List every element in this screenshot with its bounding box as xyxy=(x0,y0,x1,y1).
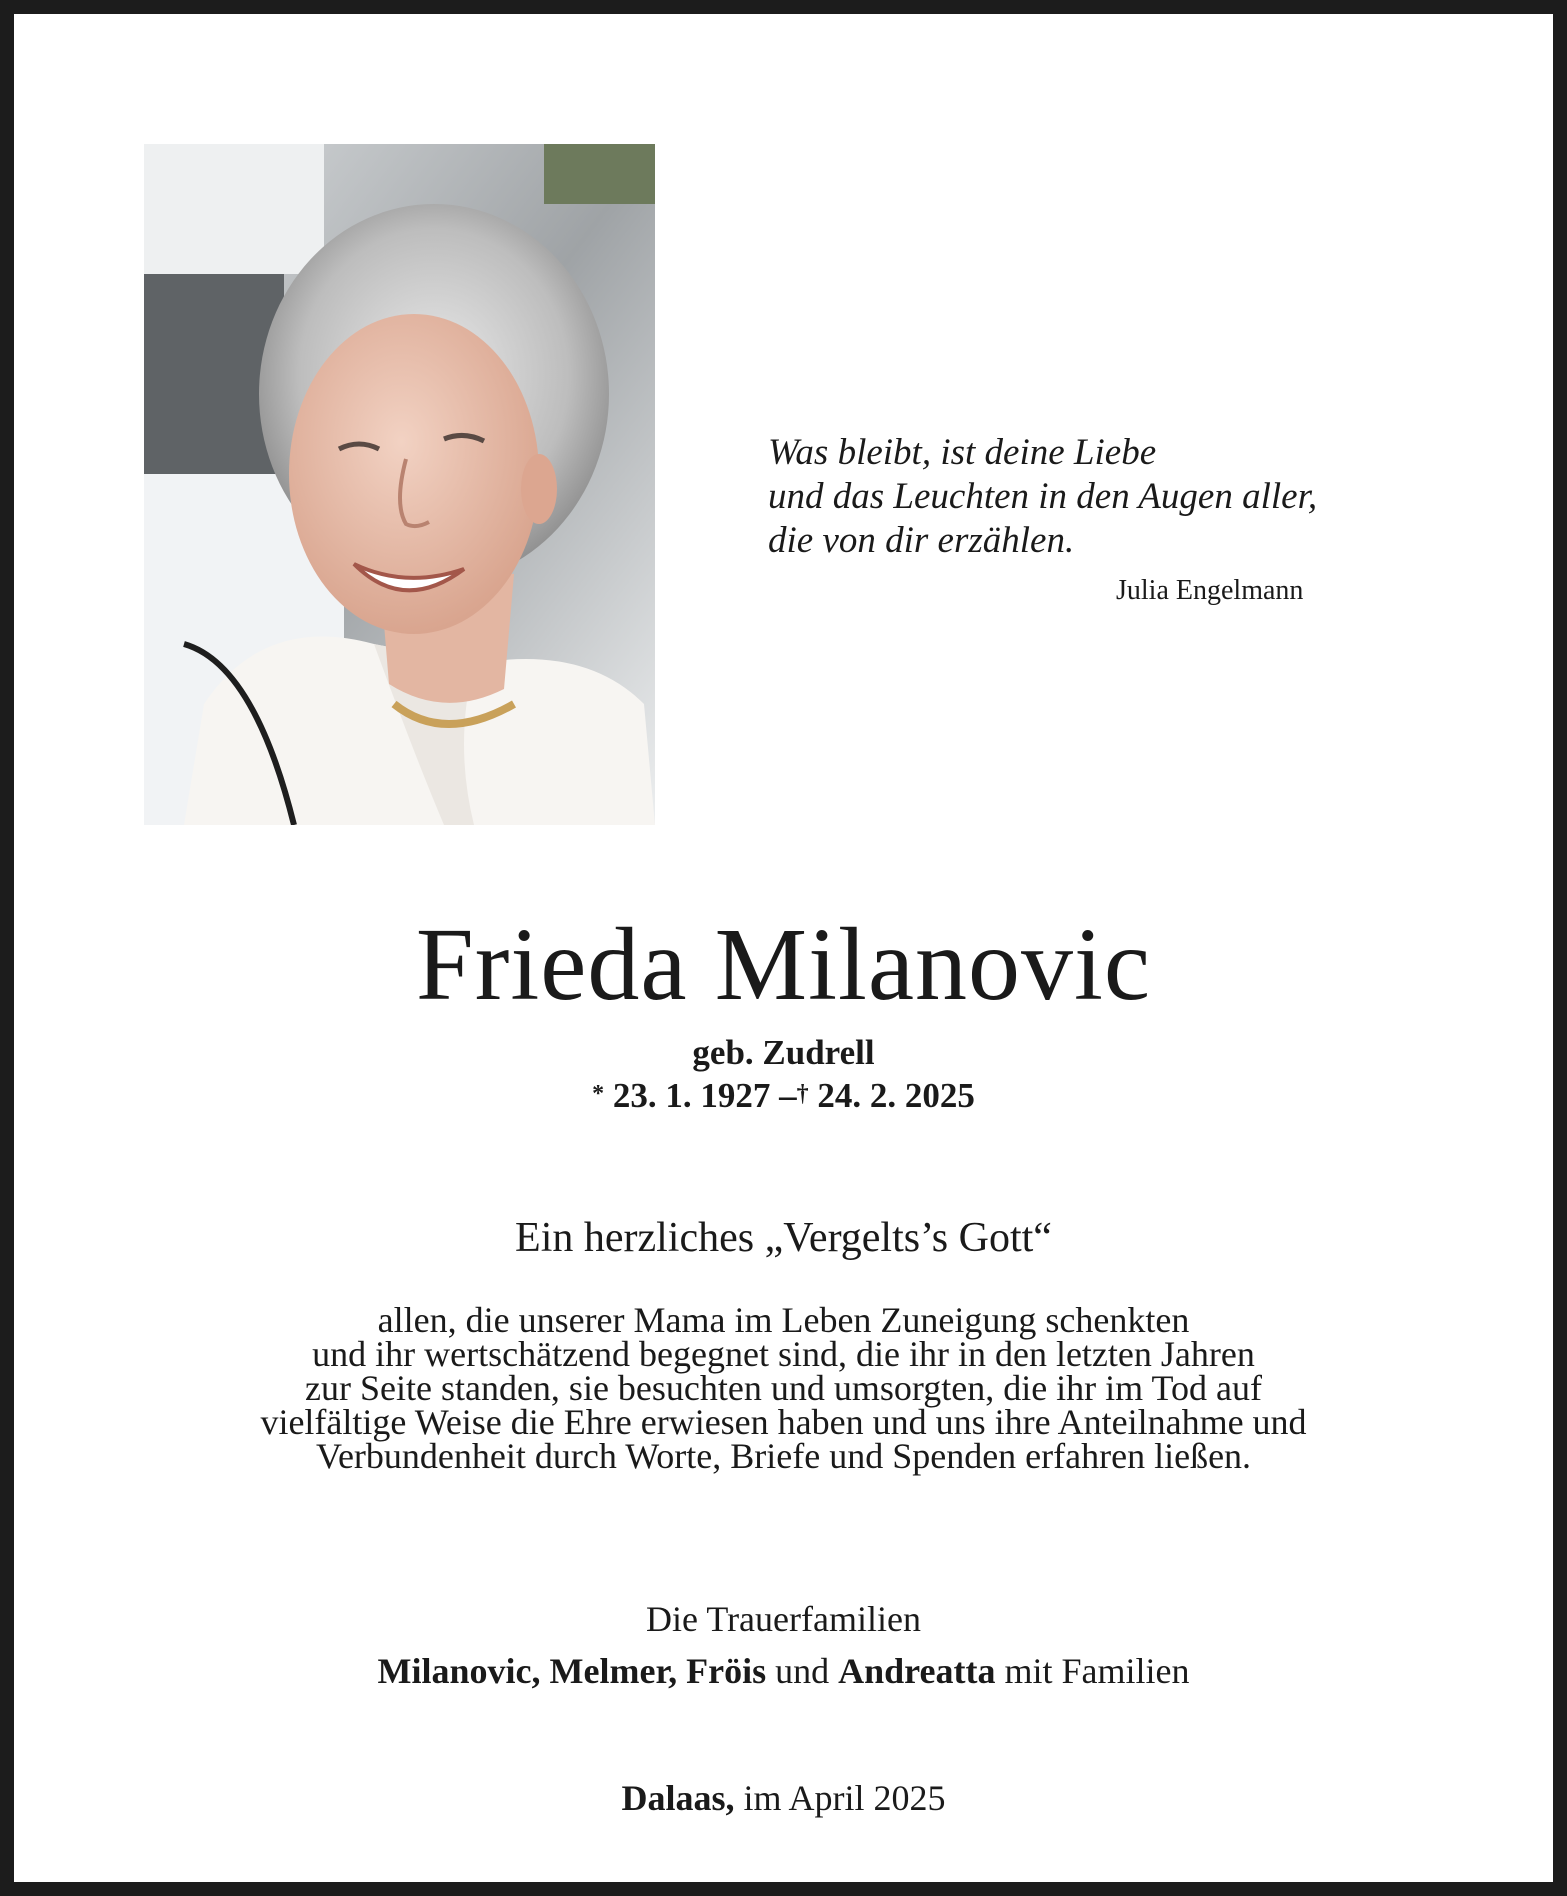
place: Dalaas, xyxy=(621,1778,735,1818)
quote-line: Was bleibt, ist deine Liebe xyxy=(768,432,1157,473)
thanks-line: Verbundenheit durch Worte, Briefe und Spenden erfahren ließen. xyxy=(315,1436,1252,1476)
thanks-line: allen, die unserer Mama im Leben Zuneigung schenkten xyxy=(377,1300,1190,1340)
date-separator: – xyxy=(779,1076,797,1115)
family-name: Melmer, xyxy=(549,1651,678,1691)
quote-line: die von dir erzählen. xyxy=(768,520,1075,561)
thanks-line: und ihr wertschätzend begegnet sind, die ihr in den letzten Jahren xyxy=(312,1334,1255,1374)
birth-date: 23. 1. 1927 xyxy=(612,1076,771,1115)
family-name: Fröis xyxy=(686,1651,767,1691)
family-name: Milanovic, xyxy=(377,1651,541,1691)
place-date xyxy=(28,1776,1539,1820)
families-suffix: mit Familien xyxy=(1004,1651,1190,1691)
quote-line: und das Leuchten in den Augen aller, xyxy=(768,476,1318,517)
death-symbol: † xyxy=(796,1081,809,1107)
death-date: 24. 2. 2025 xyxy=(817,1076,975,1115)
thanks-line: zur Seite standen, sie besuchten und umsorgten, die ihr im Tod auf xyxy=(305,1368,1262,1408)
quote-author: Julia Engelmann xyxy=(1116,575,1304,606)
thanks-text xyxy=(28,1300,1539,1476)
life-dates xyxy=(28,1075,1539,1117)
thanks-line: vielfältige Weise die Ehre erwiesen haben und uns ihre Anteilnahme und xyxy=(260,1402,1307,1442)
families-heading: Die Trauerfamilien xyxy=(646,1599,921,1639)
closing-date: im April 2025 xyxy=(743,1778,946,1818)
portrait-image xyxy=(144,144,655,825)
quote-block xyxy=(768,431,1388,609)
thanks-heading: Ein herzliches „Vergelts’s Gott“ xyxy=(515,1215,1052,1261)
portrait-photo xyxy=(144,144,655,825)
deceased-name: Frieda Milanovic xyxy=(415,907,1152,1022)
family-name: Andreatta xyxy=(838,1651,996,1691)
birth-symbol: * xyxy=(592,1081,605,1107)
families-names xyxy=(28,1649,1539,1693)
maiden-name: geb. Zudrell xyxy=(692,1033,875,1072)
families-conjunction: und xyxy=(775,1651,830,1691)
